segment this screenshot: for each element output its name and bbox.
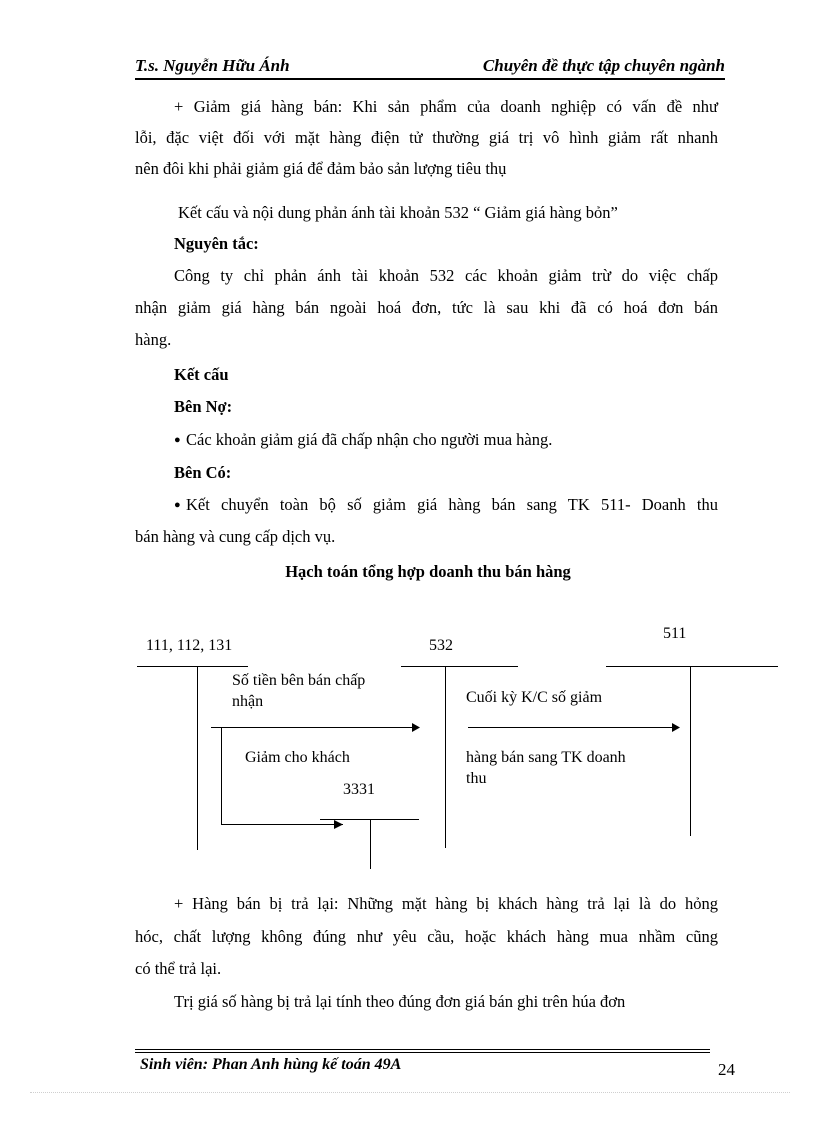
heading-ket-cau: Kết cấu bbox=[174, 365, 229, 384]
para4-line3: có thể trả lại. bbox=[135, 959, 222, 978]
para1-line2: lỗi, đặc việt đối với mặt hàng điện tử thường giá trị vô hình giảm rất nhanh bbox=[135, 128, 718, 147]
footer-student: Sinh viên: Phan Anh hùng kế toán 49A bbox=[140, 1056, 402, 1073]
label-accept-line1: Số tiền bên bán chấp bbox=[232, 672, 366, 689]
arrowheads bbox=[0, 600, 816, 870]
account-511-label: 511 bbox=[663, 625, 687, 642]
heading-ben-co: Bên Có: bbox=[174, 463, 232, 482]
heading-ben-no: Bên Nợ: bbox=[174, 397, 233, 416]
para3-line3: hàng. bbox=[135, 330, 172, 349]
account-111-label: 111, 112, 131 bbox=[146, 637, 233, 654]
arrow-head-511 bbox=[672, 723, 680, 732]
arrow-head-532 bbox=[412, 723, 420, 732]
page-header bbox=[135, 52, 725, 80]
para5: Trị giá số hàng bị trả lại tính theo đúng đơn giá bán ghi trên húa đơn bbox=[174, 992, 626, 1011]
arrow-head-3331 bbox=[334, 820, 343, 829]
ben-co-item-line2: bán hàng và cung cấp dịch vụ. bbox=[135, 527, 336, 546]
ben-no-item bbox=[174, 424, 552, 456]
footer-divider-bottom bbox=[135, 1052, 710, 1053]
footer-divider-top bbox=[135, 1049, 710, 1050]
header-divider bbox=[135, 78, 725, 80]
account-532-label: 532 bbox=[429, 637, 453, 654]
account-3331-label: 3331 bbox=[343, 781, 375, 798]
ben-no-text: Các khoản giảm giá đã chấp nhận cho người mua hàng. bbox=[186, 430, 553, 449]
para3-line2: nhận giảm giá hàng bán ngoài hoá đơn, tức là sau khi đã có hoá đơn bán bbox=[135, 298, 718, 317]
page-bottom-dotted-line bbox=[30, 1092, 790, 1093]
bullet-icon: ● bbox=[174, 434, 181, 446]
ben-co-item-line1 bbox=[174, 489, 718, 521]
label-transfer-line2: hàng bán sang TK doanh bbox=[466, 749, 626, 766]
t-account-diagram bbox=[0, 600, 816, 870]
bullet-icon: ● bbox=[174, 499, 181, 511]
para3-line1: Công ty chỉ phản ánh tài khoản 532 các khoản giảm trừ do việc chấp bbox=[174, 266, 718, 285]
page-number: 24 bbox=[718, 1060, 735, 1079]
heading-nguyen-tac: Nguyên tắc: bbox=[174, 234, 259, 253]
para2: Kết cấu và nội dung phản ánh tài khoản 532 “ Giảm giá hàng bỏn” bbox=[178, 203, 618, 222]
label-transfer-line3: thu bbox=[466, 770, 487, 787]
label-accept-line2: nhận bbox=[232, 693, 264, 710]
label-reduce: Giảm cho khách bbox=[245, 749, 350, 766]
para1-line1: + Giảm giá hàng bán: Khi sản phẩm của doanh nghiệp có vấn đề như bbox=[174, 97, 718, 116]
header-title: Chuyên đề thực tập chuyên ngành bbox=[482, 56, 725, 75]
para4-line2: hóc, chất lượng không đúng như yêu cầu, hoặc khách hàng mua nhầm cũng bbox=[135, 927, 718, 946]
label-transfer-line1: Cuối kỳ K/C số giảm bbox=[466, 689, 603, 706]
diagram-title: Hạch toán tổng hợp doanh thu bán hàng bbox=[285, 562, 571, 581]
para4-line1: + Hàng bán bị trả lại: Những mặt hàng bị khách hàng trả lại là do hỏng bbox=[174, 894, 718, 913]
para1-line3: nên đôi khi phải giảm giá để đảm bảo sản lượng tiêu thụ bbox=[135, 159, 507, 178]
header-author: T.s. Nguyễn Hữu Ánh bbox=[135, 56, 290, 75]
ben-co-text: Kết chuyển toàn bộ số giảm giá hàng bán sang TK 511- Doanh thu bbox=[186, 495, 718, 514]
